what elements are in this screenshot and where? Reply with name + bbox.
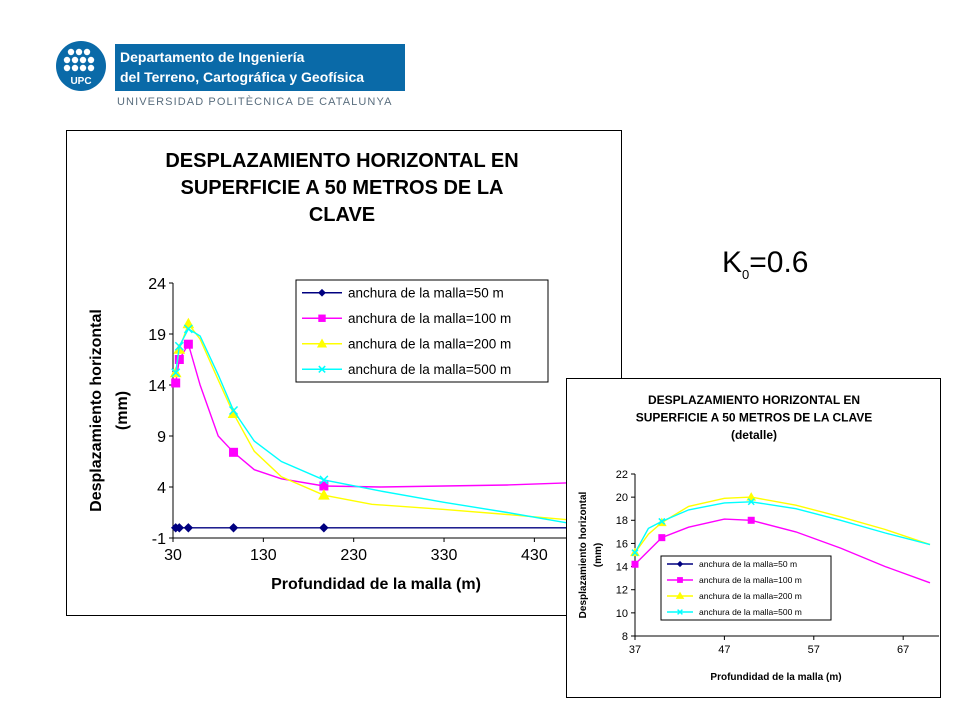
x-axis-label: Profundidad de la malla (m) bbox=[271, 576, 481, 593]
department-line-2: del Terreno, Cartográfica y Geofísica bbox=[120, 69, 365, 85]
k0-annotation bbox=[722, 246, 808, 282]
data-point bbox=[659, 535, 665, 541]
data-point bbox=[172, 379, 180, 387]
y-tick-label: 22 bbox=[615, 468, 628, 481]
chart-title-line: CLAVE bbox=[308, 204, 376, 226]
legend-label: anchura de la malla=200 m bbox=[348, 336, 512, 352]
legend-marker bbox=[678, 578, 683, 583]
x-tick-label: 30 bbox=[164, 547, 182, 564]
chart-title-line: DESPLAZAMIENTO HORIZONTAL EN bbox=[647, 393, 861, 407]
y-tick-label: 20 bbox=[615, 492, 628, 505]
logo-text: UPC bbox=[70, 76, 92, 87]
x-tick-label: 230 bbox=[340, 547, 368, 564]
y-tick-label: 14 bbox=[148, 377, 166, 395]
main-chart bbox=[66, 130, 622, 619]
legend-label: anchura de la malla=500 m bbox=[699, 607, 802, 618]
y-axis-label: Desplazamiento horizontal bbox=[578, 491, 589, 619]
legend-label: anchura de la malla=50 m bbox=[348, 285, 504, 301]
data-point bbox=[632, 561, 638, 567]
x-tick-label: 57 bbox=[807, 644, 820, 656]
y-axis-label: (mm) bbox=[114, 390, 131, 431]
legend-marker bbox=[319, 315, 325, 321]
chart-title-line: SUPERFICIE A 50 METROS DE LA bbox=[180, 177, 504, 199]
chart-title-line: (detalle) bbox=[730, 428, 778, 442]
x-tick-label: 67 bbox=[897, 644, 910, 656]
legend-label: anchura de la malla=500 m bbox=[348, 362, 512, 378]
k0-symbol: K bbox=[722, 246, 743, 279]
legend-label: anchura de la malla=200 m bbox=[699, 591, 802, 602]
y-tick-label: 16 bbox=[615, 538, 628, 551]
y-tick-label: 8 bbox=[621, 630, 628, 643]
x-tick-label: 37 bbox=[628, 644, 642, 656]
department-header bbox=[55, 40, 393, 115]
y-tick-label: 4 bbox=[157, 479, 166, 497]
y-tick-label: -1 bbox=[151, 530, 166, 548]
x-tick-label: 47 bbox=[718, 644, 731, 656]
x-tick-label: 430 bbox=[521, 547, 548, 564]
legend-label: anchura de la malla=100 m bbox=[699, 575, 802, 586]
legend-label: anchura de la malla=50 m bbox=[699, 559, 798, 570]
x-tick-label: 130 bbox=[249, 547, 277, 564]
y-tick-label: 18 bbox=[615, 515, 628, 528]
data-point bbox=[748, 517, 754, 523]
y-tick-label: 24 bbox=[148, 275, 166, 293]
x-tick-label: 330 bbox=[430, 547, 458, 564]
y-tick-label: 9 bbox=[157, 428, 166, 446]
y-tick-label: 12 bbox=[615, 584, 628, 597]
legend-label: anchura de la malla=100 m bbox=[348, 311, 512, 327]
detail-chart bbox=[566, 378, 941, 698]
department-banner bbox=[115, 44, 405, 91]
y-tick-label: 14 bbox=[615, 561, 628, 574]
y-tick-label: 19 bbox=[148, 326, 166, 344]
k0-subscript: 0 bbox=[742, 267, 750, 282]
upc-logo bbox=[55, 40, 107, 92]
university-name: UNIVERSIDAD POLITÈCNICA DE CATALUNYA bbox=[117, 96, 393, 108]
department-line-1: Departamento de Ingeniería bbox=[120, 49, 305, 65]
k0-value: =0.6 bbox=[749, 246, 809, 279]
y-tick-label: 10 bbox=[615, 607, 628, 620]
data-point bbox=[184, 340, 192, 348]
y-axis-label: (mm) bbox=[593, 542, 604, 568]
data-point bbox=[230, 448, 238, 456]
y-axis-label: Desplazamiento horizontal bbox=[88, 309, 105, 512]
chart-title-line: DESPLAZAMIENTO HORIZONTAL EN bbox=[165, 150, 519, 172]
chart-title-line: SUPERFICIE A 50 METROS DE LA CLAVE bbox=[635, 410, 873, 425]
x-axis-label: Profundidad de la malla (m) bbox=[710, 672, 842, 683]
